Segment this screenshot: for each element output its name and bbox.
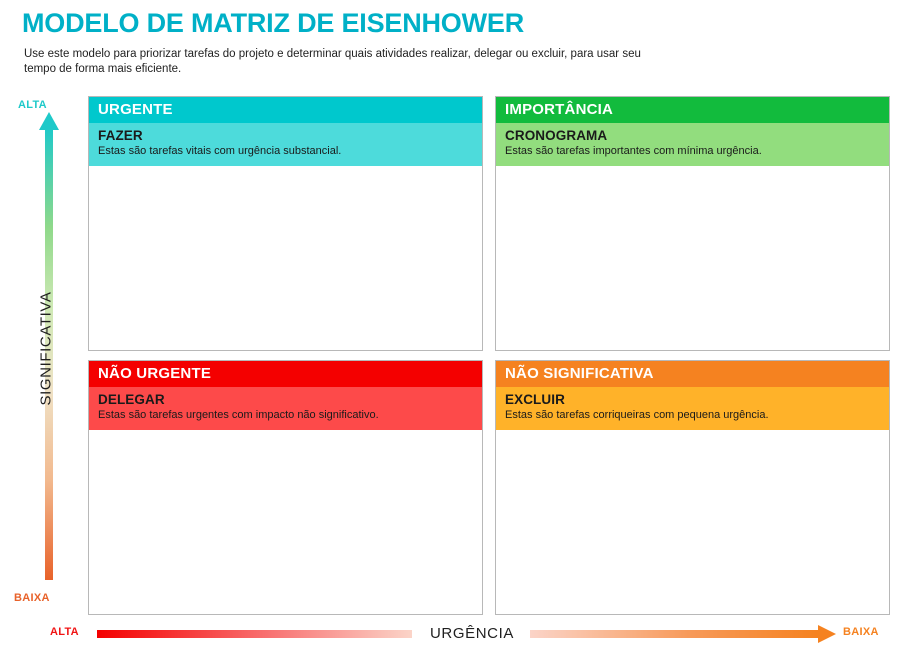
vertical-axis-top-label: ALTA xyxy=(18,99,47,111)
horizontal-axis-left-label: ALTA xyxy=(50,626,79,638)
quadrant-header-urgente: URGENTE xyxy=(89,97,482,123)
quadrant-urgente-fazer xyxy=(88,96,483,351)
page-subtitle: Use este modelo para priorizar tarefas do projeto e determinar quais atividades realizar, delegar ou excluir, para usar seu tempo de forma mais eficiente. xyxy=(24,48,641,75)
quadrant-description-excluir: Estas são tarefas corriqueiras com pequena urgência. xyxy=(505,409,769,421)
quadrant-description-fazer: Estas são tarefas vitais com urgência substancial. xyxy=(98,145,342,157)
quadrant-importancia-cronograma xyxy=(495,96,890,351)
horizontal-axis-title: URGÊNCIA xyxy=(430,625,514,642)
quadrant-header-nao-significativa: NÃO SIGNIFICATIVA xyxy=(496,361,889,387)
quadrant-action-cronograma: CRONOGRAMA xyxy=(505,128,608,143)
page-title: MODELO DE MATRIZ DE EISENHOWER xyxy=(22,8,525,38)
quadrant-nao-significativa-excluir xyxy=(495,360,890,615)
vertical-axis-bottom-label: BAIXA xyxy=(14,592,50,604)
quadrant-action-fazer: FAZER xyxy=(98,128,143,143)
quadrant-body-nao-urgente xyxy=(89,387,482,430)
horizontal-axis-gradient-bar-right xyxy=(530,630,818,638)
quadrant-header-nao-urgente: NÃO URGENTE xyxy=(89,361,482,387)
quadrant-body-urgente xyxy=(89,123,482,166)
horizontal-axis-gradient-bar-left xyxy=(97,630,412,638)
horizontal-axis-right-label: BAIXA xyxy=(843,626,879,638)
quadrant-description-delegar: Estas são tarefas urgentes com impacto não significativo. xyxy=(98,409,379,421)
vertical-axis-title: SIGNIFICATIVA xyxy=(37,291,55,406)
quadrant-action-excluir: EXCLUIR xyxy=(505,392,565,407)
quadrant-description-cronograma: Estas são tarefas importantes com mínima urgência. xyxy=(505,145,762,157)
horizontal-axis-arrow-head-icon xyxy=(818,625,836,643)
quadrant-nao-urgente-delegar xyxy=(88,360,483,615)
quadrant-body-importancia xyxy=(496,123,889,166)
quadrant-header-importancia: IMPORTÂNCIA xyxy=(496,97,889,123)
quadrant-body-nao-significativa xyxy=(496,387,889,430)
quadrant-action-delegar: DELEGAR xyxy=(98,392,165,407)
